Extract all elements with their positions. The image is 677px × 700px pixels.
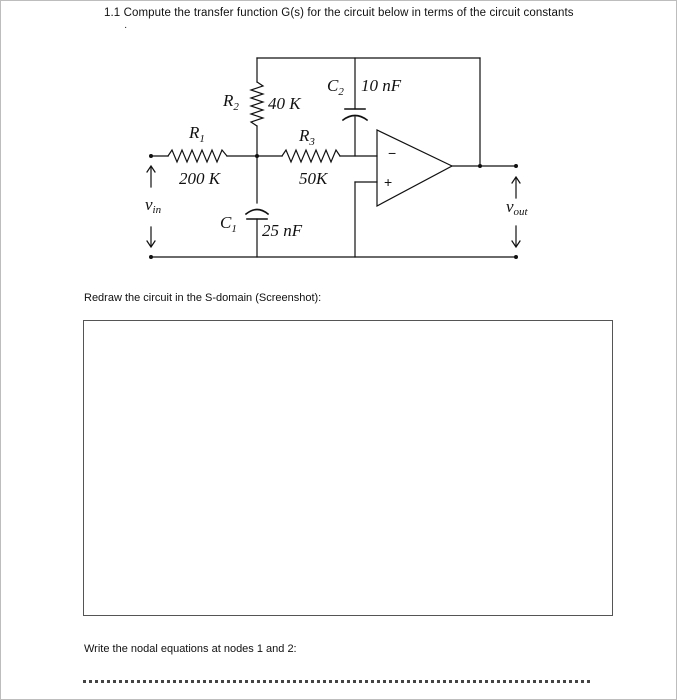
opamp-symbol — [377, 130, 452, 206]
r3-resistor — [282, 150, 340, 162]
c1-label: $C_1$ — [220, 213, 237, 235]
ground-dot-left — [149, 255, 153, 259]
answer-dotted-line[interactable] — [83, 677, 590, 683]
vout-label: vout — [506, 197, 528, 218]
r1-label: $R_1$ — [189, 123, 205, 145]
stray-dot: · — [124, 22, 128, 33]
answer-box[interactable] — [83, 320, 613, 616]
opamp-minus-sign: − — [388, 145, 397, 161]
nodal-instruction: Write the nodal equations at nodes 1 and 2: — [84, 643, 297, 655]
r3-label: $R_3$ — [299, 126, 315, 148]
r2-value: 40 K — [268, 94, 301, 113]
r1-resistor — [168, 150, 227, 162]
input-node-dot — [149, 154, 153, 158]
r2-label: $R_2$ — [223, 91, 239, 113]
c2-label: $C_2$ — [327, 76, 344, 98]
opamp-plus-sign: + — [384, 174, 393, 190]
c2-value: 10 nF — [361, 76, 402, 95]
question-text: 1.1 Compute the transfer function G(s) for the circuit below in terms of the circuit constants — [104, 7, 574, 19]
output-node-dot — [478, 164, 482, 168]
circuit-diagram — [0, 0, 677, 300]
redraw-instruction: Redraw the circuit in the S-domain (Screenshot): — [84, 292, 322, 304]
vout-node-dot — [514, 164, 518, 168]
vin-label: vin — [145, 195, 162, 216]
r1-value: 200 K — [179, 169, 221, 188]
node-1-dot — [255, 154, 259, 158]
c1-value: 25 nF — [262, 221, 303, 240]
ground-dot-right — [514, 255, 518, 259]
r3-value: 50K — [299, 169, 328, 188]
c1-plate-curved — [246, 210, 268, 215]
r2-resistor — [251, 82, 263, 126]
